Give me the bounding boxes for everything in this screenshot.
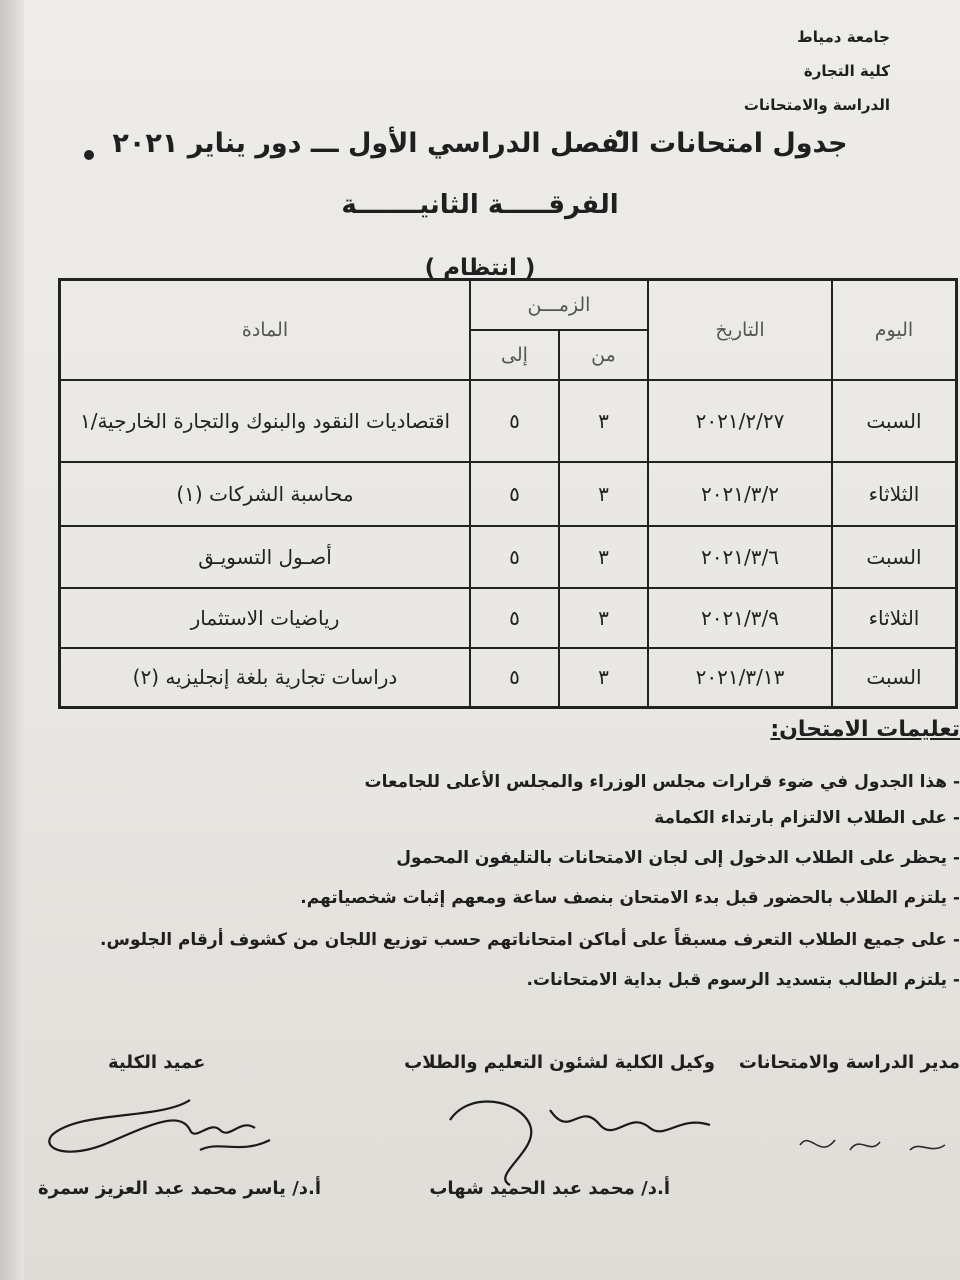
cell-day: الثلاثاء [832, 462, 957, 526]
faculty-name: كلية التجارة [803, 62, 890, 80]
instructions-title: تعليمات الامتحان: [770, 717, 960, 742]
schedule-title: جدول امتحانات الفصل الدراسي الأول ـــ دور يناير ٢٠٢١ [112, 128, 848, 159]
cell-date: ٢٠٢١/٢/٢٧ [648, 380, 832, 462]
cell-date: ٢٠٢١/٣/٦ [648, 526, 832, 588]
table-row [60, 648, 957, 708]
cell-day: السبت [832, 648, 957, 708]
table-row [60, 380, 957, 462]
scribble-signature [790, 1120, 950, 1170]
cell-subject: دراسات تجارية بلغة إنجليزيه (٢) [60, 648, 471, 708]
cell-day: السبت [832, 526, 957, 588]
cell-date: ٢٠٢١/٣/٢ [648, 462, 832, 526]
cell-to: ٥ [470, 462, 559, 526]
cell-from: ٣ [559, 526, 648, 588]
vice-dean-signature [430, 1080, 730, 1190]
instruction-item: - يحظر على الطلاب الدخول إلى لجان الامتحانات بالتليفون المحمول [396, 848, 960, 868]
header-to: إلى [470, 330, 559, 380]
cell-to: ٥ [470, 588, 559, 648]
header-from: من [559, 330, 648, 380]
table-row [60, 462, 957, 526]
dean-title: عميد الكلية [108, 1052, 206, 1073]
cell-day: الثلاثاء [832, 588, 957, 648]
cell-subject: محاسبة الشركات (١) [60, 462, 471, 526]
table-row [60, 526, 957, 588]
level-title: الفرقـــــة الثانيـــــــة [341, 190, 619, 220]
dean-signature [40, 1080, 280, 1180]
instruction-item: - يلتزم الطلاب بالحضور قبل بدء الامتحان بنصف ساعة ومعهم إثبات شخصياتهم. [300, 888, 960, 908]
cell-to: ٥ [470, 526, 559, 588]
exam-schedule-table [58, 278, 958, 709]
cell-subject: أصـول التسويـق [60, 526, 471, 588]
header-subject: المادة [60, 280, 471, 380]
instruction-item: - يلتزم الطالب بتسديد الرسوم قبل بداية الامتحانات. [526, 970, 960, 990]
vice-dean-name: أ.د/ محمد عبد الحميد شهاب [429, 1178, 670, 1199]
cell-to: ٥ [470, 648, 559, 708]
cell-subject: رياضيات الاستثمار [60, 588, 471, 648]
university-name: جامعة دمياط [797, 28, 890, 46]
department-name: الدراسة والامتحانات [743, 96, 890, 114]
instruction-item: - هذا الجدول في ضوء قرارات مجلس الوزراء والمجلس الأعلى للجامعات [364, 772, 960, 792]
table-row [60, 588, 957, 648]
faculty-header [744, 20, 890, 122]
vice-dean-title: وكيل الكلية لشئون التعليم والطلاب [404, 1052, 715, 1073]
cell-subject: اقتصاديات النقود والبنوك والتجارة الخارجية/١ [60, 380, 471, 462]
instruction-item: - على الطلاب الالتزام بارتداء الكمامة [654, 808, 960, 828]
header-date: التاريخ [648, 280, 832, 380]
cell-from: ٣ [559, 380, 648, 462]
cell-to: ٥ [470, 380, 559, 462]
dean-name: أ.د/ ياسر محمد عبد العزيز سمرة [38, 1178, 322, 1199]
cell-day: السبت [832, 380, 957, 462]
cell-from: ٣ [559, 648, 648, 708]
header-time: الزمـــن [470, 280, 648, 330]
paper-edge-shadow [0, 0, 24, 1280]
cell-from: ٣ [559, 462, 648, 526]
instruction-item: - على جميع الطلاب التعرف مسبقاً على أماكن امتحاناتهم حسب توزيع اللجان من كشوف أرقام الجلوس. [100, 930, 960, 950]
header-day: اليوم [832, 280, 957, 380]
cell-from: ٣ [559, 588, 648, 648]
cell-date: ٢٠٢١/٣/١٣ [648, 648, 832, 708]
mode-title: ( انتظام ) [424, 255, 536, 281]
cell-date: ٢٠٢١/٣/٩ [648, 588, 832, 648]
exams-director-title: مدير الدراسة والامتحانات [738, 1052, 960, 1073]
